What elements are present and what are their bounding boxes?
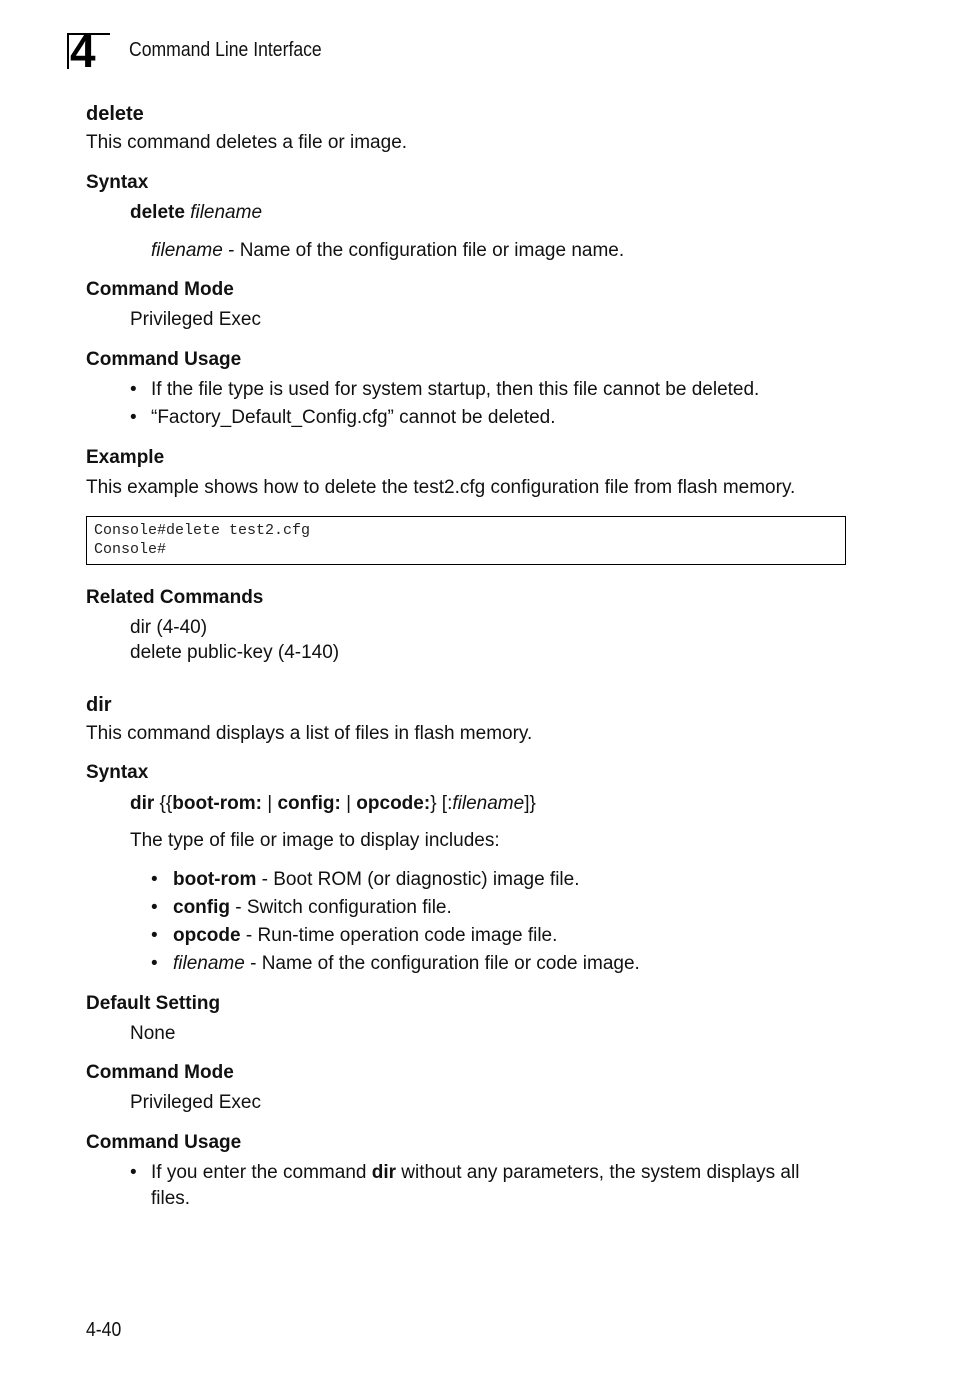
- delete-example-description: This example shows how to delete the test2.cfg configuration file from flash memory.: [86, 477, 796, 498]
- delete-param-text: - Name of the configuration file or image name.: [222, 240, 625, 261]
- bullet-marker: •: [130, 1162, 137, 1183]
- delete-param-description: [151, 239, 624, 263]
- delete-syntax-param: filename: [190, 202, 263, 223]
- dir-type-desc: - Name of the configuration file or code image.: [244, 953, 640, 974]
- chapter-number: 4: [70, 25, 95, 77]
- dir-type-term: boot-rom: [173, 869, 257, 890]
- dir-syntax-option: opcode:: [356, 793, 431, 814]
- dir-mode-heading: Command Mode: [86, 1062, 234, 1083]
- dir-default-heading: Default Setting: [86, 993, 221, 1014]
- dir-command-title: dir: [86, 694, 112, 716]
- dir-syntax-separator: |: [340, 793, 357, 814]
- dir-usage-heading: Command Usage: [86, 1132, 242, 1153]
- related-command-link[interactable]: dir (4-40): [130, 617, 208, 638]
- delete-usage-heading: Command Usage: [86, 349, 242, 370]
- dir-syntax-brace: } [:: [430, 793, 453, 814]
- related-command-link[interactable]: delete public-key (4-140): [130, 642, 340, 663]
- bullet-marker: •: [151, 925, 158, 946]
- bullet-marker: •: [130, 407, 137, 428]
- bullet-marker: •: [151, 953, 158, 974]
- dir-syntax-separator: |: [261, 793, 278, 814]
- delete-example-heading: Example: [86, 447, 165, 468]
- delete-mode-value: Privileged Exec: [130, 309, 261, 330]
- dir-usage-command: dir: [371, 1162, 397, 1183]
- dir-syntax-option: config:: [277, 793, 341, 814]
- delete-command-title: delete: [86, 103, 144, 125]
- dir-type-item: [173, 896, 452, 920]
- dir-usage-text: without any parameters, the system displays all: [396, 1162, 800, 1183]
- bullet-marker: •: [130, 379, 137, 400]
- delete-syntax-command: delete: [130, 202, 185, 223]
- dir-type-item: [173, 868, 580, 892]
- dir-syntax-heading: Syntax: [86, 762, 149, 783]
- delete-syntax-line: [130, 201, 262, 225]
- dir-type-term: config: [173, 897, 230, 918]
- delete-description: This command deletes a file or image.: [86, 132, 408, 153]
- dir-syntax-line: [130, 792, 536, 816]
- delete-mode-heading: Command Mode: [86, 279, 234, 300]
- chapter-title: Command Line Interface: [129, 39, 322, 61]
- page-number: 4-40: [86, 1319, 122, 1341]
- dir-type-item: [173, 924, 557, 948]
- delete-usage-item: If the file type is used for system startup, then this file cannot be deleted.: [151, 379, 760, 400]
- dir-syntax-command: dir: [130, 793, 155, 814]
- dir-description: This command displays a list of files in flash memory.: [86, 723, 533, 744]
- dir-type-term: opcode: [173, 925, 241, 946]
- dir-usage-item: [151, 1161, 799, 1185]
- delete-syntax-heading: Syntax: [86, 172, 149, 193]
- dir-type-term: filename: [173, 953, 245, 974]
- dir-type-item: [173, 952, 640, 976]
- dir-syntax-brace: ]}: [524, 793, 536, 814]
- bullet-marker: •: [151, 869, 158, 890]
- code-line: Console#: [94, 541, 167, 558]
- delete-usage-item: “Factory_Default_Config.cfg” cannot be deleted.: [151, 407, 556, 428]
- dir-usage-item-continued: files.: [151, 1188, 191, 1209]
- dir-syntax-option: boot-rom:: [172, 793, 262, 814]
- dir-mode-value: Privileged Exec: [130, 1092, 261, 1113]
- dir-syntax-param: filename: [452, 793, 525, 814]
- dir-type-desc: - Boot ROM (or diagnostic) image file.: [256, 869, 580, 890]
- dir-syntax-brace: {{: [154, 793, 173, 814]
- dir-type-desc: - Run-time operation code image file.: [240, 925, 558, 946]
- code-line: Console#delete test2.cfg: [94, 522, 311, 539]
- delete-param-name: filename: [151, 240, 223, 261]
- bullet-marker: •: [151, 897, 158, 918]
- delete-related-heading: Related Commands: [86, 587, 264, 608]
- dir-usage-text: If you enter the command: [151, 1162, 372, 1183]
- dir-type-desc: - Switch configuration file.: [230, 897, 452, 918]
- dir-types-intro: The type of file or image to display includes:: [130, 830, 500, 851]
- dir-default-value: None: [130, 1023, 176, 1044]
